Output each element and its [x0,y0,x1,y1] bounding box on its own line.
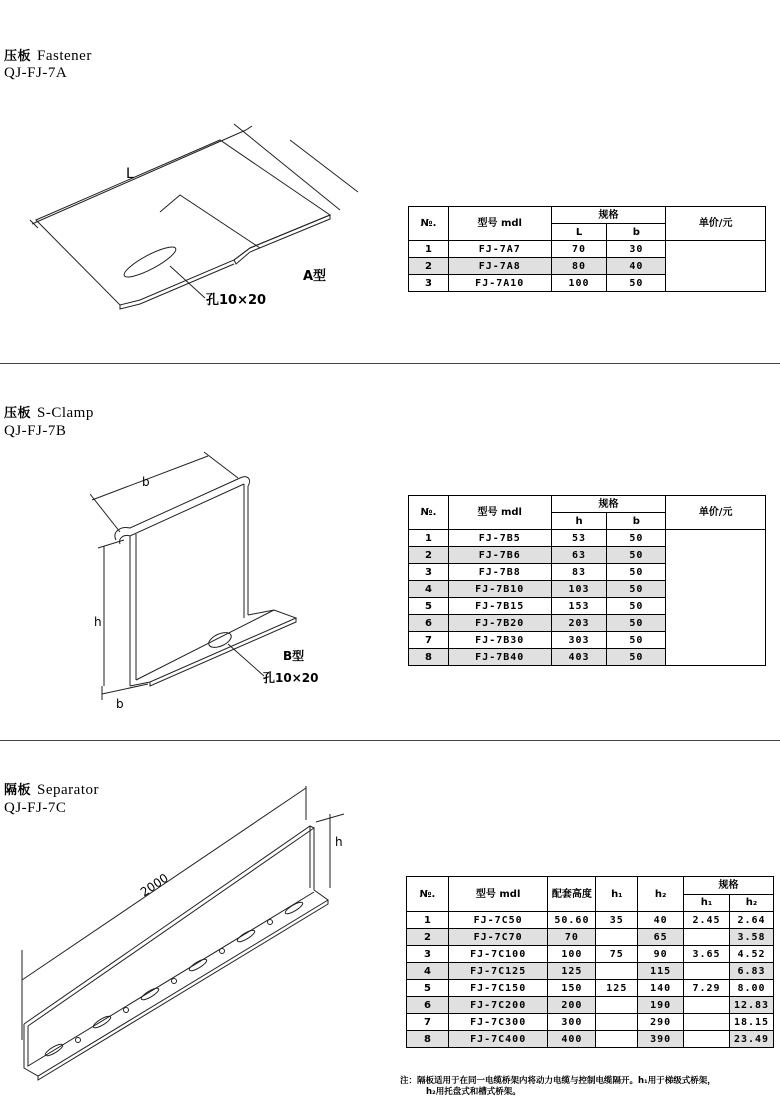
section-b-model: QJ-FJ-7B [4,423,67,439]
th-b: b [607,224,666,241]
th-l: L [551,224,607,241]
label-hole-b: 孔10×20 [263,671,319,685]
th-h2: h₂ [638,877,684,912]
th-no: №. [407,877,449,912]
s-clamp-b-drawing [80,450,380,720]
label-length-c: 2000 [137,870,171,900]
separator-note [400,1076,778,1098]
section-c-title-en: Separator [37,782,99,798]
label-type-a: A型 [303,269,327,284]
th-model: 型号 mdl [448,877,548,912]
table-row: 4 FJ-7B10 103 50 [409,581,766,598]
label-type-b: B型 [283,649,305,663]
spec-table-a [408,206,766,292]
table-row: 7 FJ-7C300 300 290 18.15 [407,1014,774,1031]
table-row: 4 FJ-7C125 125 115 6.83 [407,963,774,980]
th-b: b [607,513,666,530]
note-line-2: h₂用托盘式和槽式桥架。 [426,1087,521,1097]
price-cell [666,241,766,292]
section-b-title [4,404,94,423]
separator-c-drawing [10,780,370,1080]
table-row: 2 FJ-7A8 80 40 [409,258,766,275]
table-row: 8 FJ-7C400 400 390 23.49 [407,1031,774,1048]
th-spec: 规格 [551,207,666,224]
label-l: L [126,166,134,182]
table-row: 1 FJ-7A7 70 30 [409,241,766,258]
th-h: h [551,513,607,530]
plate-outline [36,140,330,305]
label-b-top: b [142,475,150,489]
th-model: 型号 mdl [448,207,551,241]
price-cell [666,530,766,666]
th-spec: 规格 [551,496,666,513]
note-line-1: 注：隔板适用于在同一电缆桥架内将动力电缆与控制电缆隔开。h₁用于梯级式桥架， [400,1076,716,1086]
label-h-c: h [335,835,343,849]
label-h-b: h [94,615,102,629]
section-a-title-cn: 压板 [4,49,32,64]
section-divider [0,740,780,741]
section-a-title-en: Fastener [37,48,92,64]
separator-slots [44,900,304,1057]
section-c-title-cn: 隔板 [4,783,32,798]
th-h1: h₁ [596,877,638,912]
table-row: 7 FJ-7B30 303 50 [409,632,766,649]
table-row: 3 FJ-7C100 100 75 90 3.65 4.52 [407,946,774,963]
table-row: 8 FJ-7B40 403 50 [409,649,766,666]
th-no: №. [409,496,449,530]
th-model: 型号 mdl [448,496,551,530]
table-row: 6 FJ-7B20 203 50 [409,615,766,632]
section-divider [0,363,780,364]
table-row: 5 FJ-7B15 153 50 [409,598,766,615]
table-row: 6 FJ-7C200 200 190 12.83 [407,997,774,1014]
th-no: №. [409,207,449,241]
table-row: 5 FJ-7C150 150 125 140 7.29 8.00 [407,980,774,997]
table-row: 1 FJ-7B5 53 50 [409,530,766,547]
section-b-title-cn: 压板 [4,406,32,421]
spec-table-c [406,876,774,1048]
th-spec-h2: h₂ [729,894,773,912]
fastener-a-drawing [20,120,370,320]
th-price: 单价/元 [666,496,766,530]
section-b-title-en: S-Clamp [37,405,94,421]
th-price: 单价/元 [666,207,766,241]
th-spec: 规格 [684,877,774,895]
label-hole-a: 孔10×20 [206,293,267,308]
table-row: 2 FJ-7B6 63 50 [409,547,766,564]
label-b-bottom: b [116,697,124,711]
section-c-model: QJ-FJ-7C [4,800,67,816]
slot-hole [121,242,179,282]
table-row: 2 FJ-7C70 70 65 3.58 [407,929,774,946]
th-height: 配套高度 [548,877,596,912]
section-a-model: QJ-FJ-7A [4,65,68,81]
spec-table-b [408,495,766,666]
table-row: 3 FJ-7B8 83 50 [409,564,766,581]
th-spec-h1: h₁ [684,894,730,912]
table-row: 1 FJ-7C50 50.60 35 40 2.45 2.64 [407,912,774,929]
dim-line-l [32,130,246,224]
table-row: 3 FJ-7A10 100 50 [409,275,766,292]
